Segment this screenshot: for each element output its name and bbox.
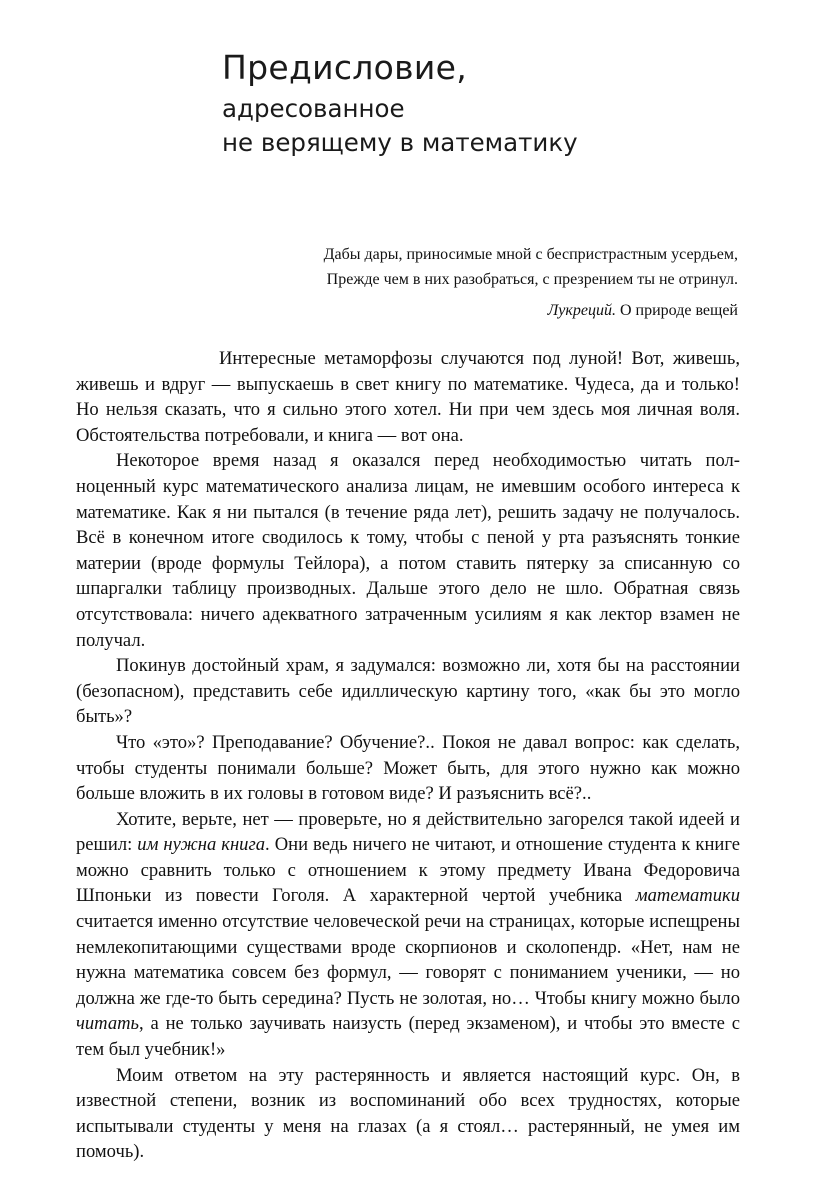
paragraph-5-emphasis-2: математики <box>635 885 740 907</box>
paragraph-3: Покинув достойный храм, я задумался: возможно ли, хотя бы на расстоянии (безопасном), представить себе идиллическую картину того, «как бы это могло быть»? <box>76 655 740 728</box>
epigraph-line-2: Прежде чем в них разобраться, с презрением ты не отринул. <box>326 271 738 288</box>
paragraph-5-emphasis-3: читать <box>76 1013 140 1035</box>
chapter-title: Предисловие, <box>222 48 468 87</box>
paragraph-5-part-d: , а не только заучивать наизусть (перед экзаменом), и чтобы это вместе с тем был учебник!» <box>76 1013 740 1061</box>
paragraph-4: Что «это»? Преподавание? Обучение?.. Покоя не давал вопрос: как сделать, чтобы студенты понимали больше? Может быть, для этого нужно как можно больше вложить в их головы в готовом виде? И разъяснить всё?.. <box>76 731 740 805</box>
body-text <box>76 346 740 1165</box>
paragraph-5-part-b: . Они ведь ничего не читают, и отношение студента к книге можно сравнить только с отношением к этому предмету Ивана Федоровича Шпоньки из повести Гоголя. А характерной чертой учебника <box>76 834 740 907</box>
epigraph-line-1: Дабы дары, приносимые мной с беспристрастным усердьем, <box>323 246 738 263</box>
paragraph-2: Некоторое время назад я оказался перед необходимостью читать полноценный курс математического анализа лицам, не имевшим особого интереса к математике. Как я ни пытался (в течение ряда лет), решить задачу не получалось. Всё в конечном итоге сводилось к тому, чтобы с пеной у рта разъяснять тонкие материи (вроде формулы Тейлора), а потом ставить пятерку за списанную со шпаргалки таблицу производных. Дальше этого дело не шло. Обратная связь отсутствовала: ничего адекватного затраченным усилиям я как лектор взамен не получал. <box>76 450 740 651</box>
epigraph-source <box>240 298 738 323</box>
paragraph-5-part-a: Хотите, верьте, нет — проверьте, но я действительно загорелся такой идеей и решил: <box>76 808 740 856</box>
paragraph-5-emphasis-1: им нужна книга <box>137 834 266 856</box>
epigraph <box>240 242 738 323</box>
paragraph-5-part-c: считается именно отсутствие человеческой речи на страницах, которые испещрены немлекопитающими существами вроде скорпионов и сколопендр. «Нет, нам не нужна математика совсем без формул, — говорят с пониманием ученики, — но должна же где-то быть середина? Пусть не золотая, но… Чтобы книгу можно было <box>76 911 740 1009</box>
chapter-subtitle-line-1: адресованное <box>222 94 405 123</box>
chapter-subtitle <box>222 92 782 160</box>
paragraph-5 <box>76 807 740 1063</box>
epigraph-work: О природе вещей <box>615 302 738 319</box>
epigraph-author: Лукреций. <box>547 302 616 319</box>
paragraph-6: Моим ответом на эту растерянность и является настоящий курс. Он, в известной степени, возник из воспоминаний обо всех трудностях, которые испытывали студенты у меня на глазах (а я стоял… растерянный, не умея им помочь). <box>76 1064 740 1163</box>
chapter-subtitle-line-2: не верящему в математику <box>222 128 578 157</box>
paragraph-1: Интересные метаморфозы случаются под луной! Вот, живешь, живешь и вдруг — выпускаешь в свет книгу по математике. Чудеса, да и только! Но нельзя сказать, что я сильно этого хотел. Ни при чем здесь моя личная воля. Обстоятельства потребовали, и книга — вот она. <box>76 348 740 446</box>
chapter-heading <box>222 48 782 160</box>
